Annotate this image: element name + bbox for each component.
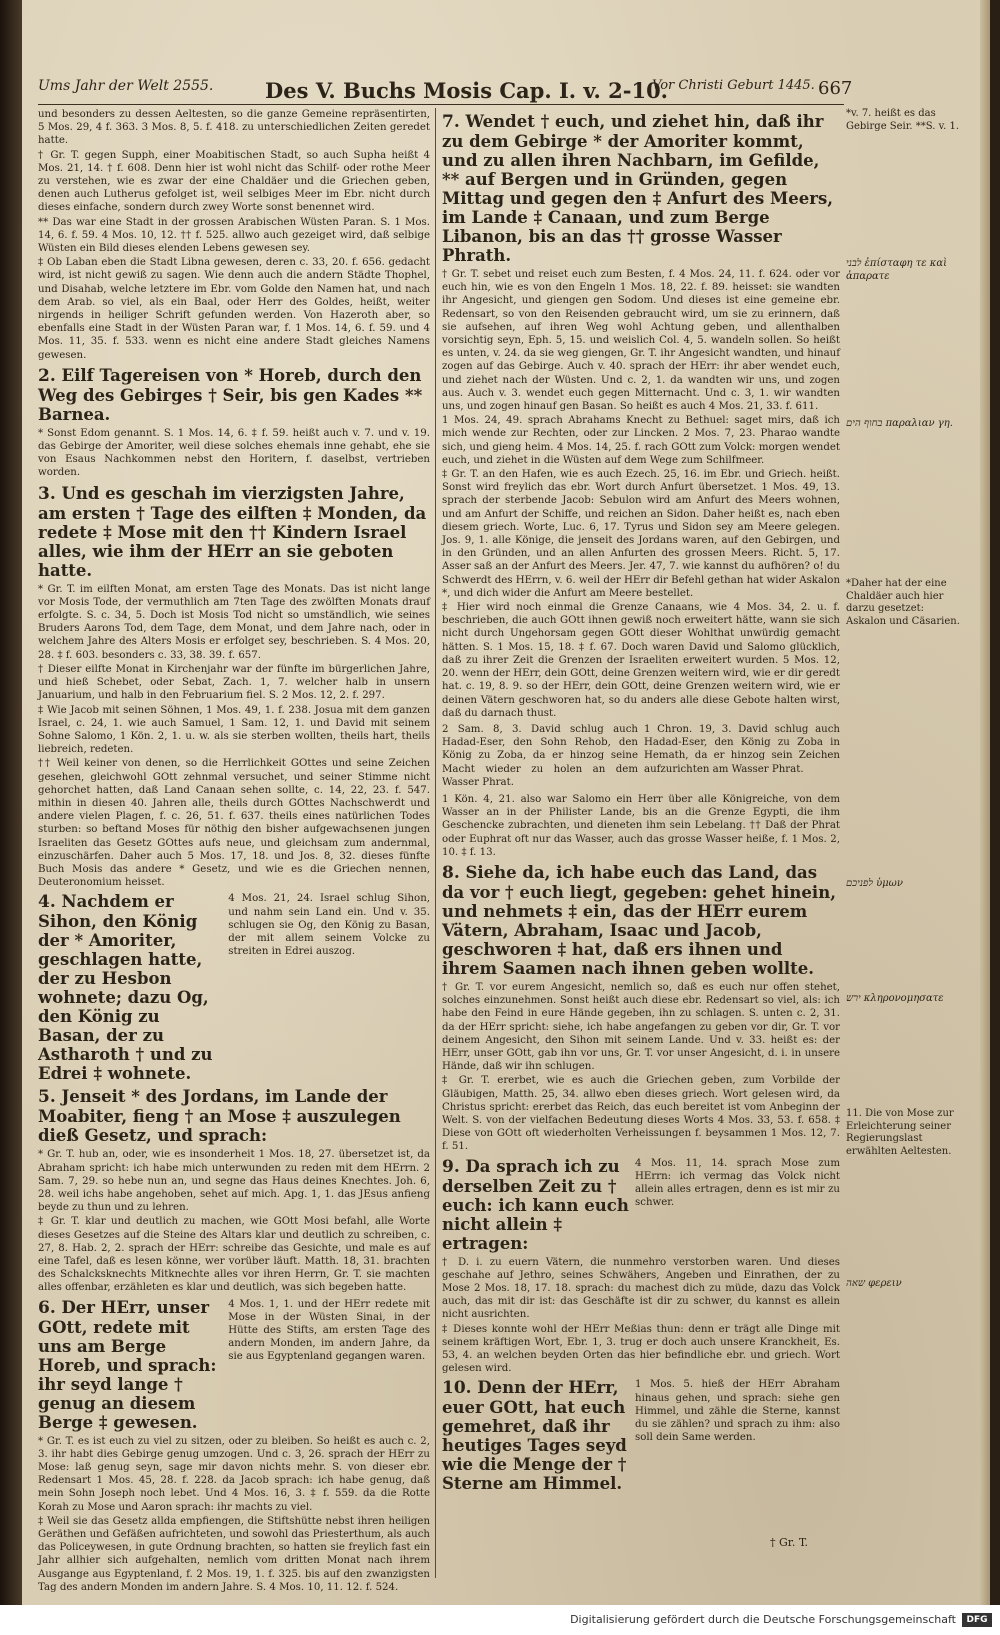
verse-text: Siehe da, ich habe euch das Land, das da vor † euch liegt, gegeben: gehet hinein, und nehmets ‡ ein, das der HErr eurem Vätern, Abraham, Isaac und Jacob, geschworen ‡ hat, daß ers ihnen und ihrem Saamen nach ihnen geben wollte. [442,862,836,978]
margin-note: 11. Die von Mose zur Erleichterung seiner Regierungslast erwählten Aeltesten. [846,1108,954,1157]
commentary-note: * Sonst Edom genannt. S. 1 Mos. 14, 6. ‡ f. 59. heißt auch v. 7. und v. 19. das Gebirge der Amoriter, weil diese solches ehemals inne gehabt, ehe sie von Esaus Nachkommen nebst den Horitern, f. daselbst, vertrieben worden. [38,427,430,479]
commentary-note: ‡ Gr. T. ererbet, wie es auch die Griechen geben, zum Vorbilde der Gläubigen, Matth. 25, 34. allwo eben dieses griech. Wort gelesen wird, da Christus spricht: ererbet das Reich, das euch bereitet ist vom Anbeginn der Welt. S. von der vielfachen Bedeutung dieses Worts 4 Mos. 33, 53. f. 658. ‡ Diese von GOtt oft wiederholten Verheissungen f. beysammen 1 Mos. 12, 7. f. 51. [442,1075,840,1153]
verse-5 [38,1087,430,1145]
cross-reference-note: 4 Mos. 11, 14. sprach Mose zum HErrn: ich vermag das Volck nicht allein alles ertragen, denn es ist mir zu schwer. [635,1157,840,1209]
page-edge [980,0,990,1605]
commentary-note: ‡ Gr. T. an den Hafen, wie es auch Ezech. 25, 16. im Ebr. und Griech. heißt. Sonst wird freylich das ebr. Wort durch Anfurt übersetzet. 1 Mos. 49, 13. sprach der sterbende Jacob: Sebulon wird am Anfurt des Meers wohnen, und am Anfurt der Schiffe, und reichen an Sidon. Daher heißt es, nach eben diesem griech. Worte, Luc. 6, 17. Tyrus und Sidon sey am Meere gelegen. Jos. 9, 1. alle Könige, die jenseit des Jordans waren, auf den Gebirgen, und in den Gründen, und an allen Anfurten des grossen Meers. Richt. 5, 17. Asser saß an der Anfurt des Meers. Jer. 47, 7. wie kannst du aufhören? o! du Schwerdt des HErrn, v. 6. weil der HErr dir Befehl gethan hat wider Askalon *, und dich wider die Anfurt am Meere bestellet. [442,469,841,599]
verse-10 [442,1378,629,1493]
commentary-note: ‡ Gr. T. klar und deutlich zu machen, wie GOtt Mosi befahl, alle Worte dieses Gesetzes auf die Steine des Altars klar und deutlich zu schreiben, c. 27, 8. Hab. 2, 2. sprach der HErr: schreibe das Gesichte, und male es auf eine Tafel, daß es lesen könne, wer vorüber läuft. Matth. 18, 31. brachten des Schalcksknechts Mitknechte alles vor ihren Herrn, Gr. T. sie machten alles offenbar, erzähleten es klar und deutlich, was sich begeben hatte. [38,1216,430,1294]
commentary-note: 1 Kön. 4, 21. also war Salomo ein Herr über alle Königreiche, von dem Wasser an in der Philister Lande, bis an die Grenze Egypti, die ihm Geschencke zubrachten, und dieneten ihm sein Lebelang. †† Daß der Phrat oder Euphrat oft nur das Wasser, auch das grosse Wasser heiße, f. 1 Mos. 2, 10. ‡ f. 13. [442,793,840,858]
verse-9 [442,1157,629,1253]
verse-with-note [442,1157,840,1253]
verse-6 [38,1298,222,1432]
verse-with-note [442,1378,840,1493]
verse-number: 7. [442,112,460,132]
verse-8 [442,863,840,978]
catchword: † Gr. T. [770,1536,809,1549]
footer-text: Digitalisierung gefördert durch die Deutsche Forschungsgemeinschaft [570,1613,956,1626]
book-spine [0,0,22,1635]
margin-note: *Daher hat der eine Chaldäer auch hier darzu gesetzet: Askalon und Cäsarien. [846,578,960,627]
verse-text: Wendet † euch, und ziehet hin, daß ihr zu dem Gebirge * der Amoriter kommt, und zu allen ihren Nachbarn, im Gefilde, ** auf Bergen und in Gründen, gegen Mittag und gegen den ‡ Anfurt des Meers, im Lande ‡ Canaan, und zum Berge Libanon, bis an das †† grosse Wasser Phrath. [442,112,833,265]
footer-bar [0,1605,1000,1635]
verse-number: 3. [38,483,56,504]
verse-with-note [38,892,430,1083]
verse-text: Da sprach ich zu derselben Zeit zu † euch: ich kann euch nicht allein ‡ ertragen: [442,1156,629,1253]
commentary-note: ‡ Weil sie das Gesetz allda empfiengen, die Stiftshütte nebst ihren heiligen Geräthen und Gefäßen aufrichteten, und sowohl das Priesterthum, als auch das Policeywesen, in gute Ordnung brachten, so hatten sie freylich fast ein Jahr allhier sich aufgehalten, nemlich vom dritten Monat nach ihrem Ausgange aus Egyptenland, f. 2 Mos. 19, 1. f. 325. bis auf den zwanzigsten Tag des andern Monden im andern Jahre. S. 4 Mos. 10, 11. 12. f. 524. [38,1515,430,1593]
commentary-note: ‡ Ob Laban eben die Stadt Libna gewesen, deren c. 33, 20. f. 656. gedacht wird, ist nicht gewiß zu sagen. Wie denn auch die andern Städte Thophel, und Disahab, welche letztere im Ebr. vom Golde den Namen hat, und nach dem Arab. so viel, als ein Baal, oder Herr des Goldes, heißt, weiter nirgends in heiliger Schrift gefunden werden. Von Hazeroth aber, so ebenfalls eine Stadt in der Wüsten Paran war, f. 1 Mos. 14, 6. f. 59. und 4 Mos. 11, 35. f. 533. wenn es nicht eine andere Stadt gleiches Namens gewesen. [38,257,430,361]
commentary-note: †† Weil keiner von denen, so die Herrlichkeit GOttes und seine Zeichen gesehen, gleichwohl GOtt zehnmal versuchet, und seiner Stimme nicht gehorchet hatten, daß Land Canaan sehen sollte, c. 14, 22, 23. f. 547. mithin in diesen 40. Jahren alle, theils durch GOttes Nachschwerdt und andere vielen Plagen, f. c. 26, 51. f. 637. theils eines natürlichen Todes sturben: so beftand Moses für nöthig den bisher aufgewachsenen jungen Israeliten das Gesetz GOttes aufs neue, und gleichsam zum andernmal, einzuschärfen. Daher auch 5 Mos. 17, 18. und Jos. 8, 32. dieses fünfte Buch Mosis das andere * Gesetz, und wie es die Griechen nennen, Deuteronomium heisset. [38,758,430,889]
column-divider [435,108,436,1578]
verse-4 [38,892,222,1083]
verse-number: 2. [38,365,56,386]
margin-note: לבני ἐπίσταφη τε καὶ ἀπαρατε [846,258,948,282]
commentary-note: ‡ Hier wird noch einmal die Grenze Canaans, wie 4 Mos. 34, 2. u. f. beschrieben, die auch GOtt ihnen gewiß noch erweitert hätte, wann sie sich nicht durch Ungehorsam gegen GOtt dieser Wohlthat unwürdig gemacht hätten. S. 1 Mos. 15, 18. ‡ f. 67. Doch waren David und Salomo glücklich, daß zu ihrer Zeit die Grenzen der Israeliten erweitert wurden. 5 Mos. 12, 20. wenn der HErr, dein GOtt, deine Grenzen weitern wird, wie er dir geredt hat. c. 19, 8. 9. so der HErr, dein GOtt, deine Grenzen weitern wird, wie er deinen Vätern geschworen hat, so du anders alle diese Gebote halten wirst, daß du darnach thust. [442,602,840,719]
commentary-note: † Dieser eilfte Monat in Kirchenjahr war der fünfte im bürgerlichen Jahre, und hieß Schebet, oder Sebat, Zach. 1, 7. welcher halb in unsern Januarium, und halb in den Februarium fiel. S. 2 Mos. 12, 2. f. 297. [38,663,430,702]
margin-note: *v. 7. heißt es das Gebirge Seir. **S. v. 1. [846,108,960,132]
parallel-note-left: 2 Sam. 8, 3. David schlug auch Hadad-Eser, den Sohn Rehob, den König zu Zoba, da er hinzog seine Macht wieder zu holen an dem Wasser Phrat. [442,723,638,788]
margin-notes [846,108,966,1568]
left-column [38,108,430,1593]
commentary-note: und besonders zu dessen Aeltesten, so die ganze Gemeine repräsentirten, 5 Mos. 29, 4 f. 363. 3 Mos. 8, 5. f. 418. zu unterschiedlichen Zeiten geredet hatte. [38,109,430,147]
verse-number: 6. [38,1297,56,1318]
margin-note: שאה φερειν [846,1278,902,1289]
verse-text: Und es geschah im vierzigsten Jahre, am ersten † Tage des eilften ‡ Monden, da redete ‡ Mose mit den †† Kindern Israel alles, wie ihm der HErr an sie geboten hatte. [38,483,427,580]
right-column [442,108,840,1586]
commentary-note: † Gr. T. gegen Supph, einer Moabitischen Stadt, so auch Supha heißt 4 Mos. 21, 14. † f. 608. Denn hier ist wohl nicht das Schilf- oder rothe Meer zu verstehen, wie es zwar der eine Chaldäer und die Griechen geben, denen auch Lutherus gefolget ist, weil selbiges Meer im Ebr. nicht durch dieses einfache, sondern durch zwey Worte sonst benennet wird. [38,149,430,214]
parallel-notes [442,723,840,790]
verse-3 [38,484,430,580]
commentary-note: † D. i. zu euern Vätern, die nunmehro verstorben waren. Und dieses geschahe auf Jethro, seines Schwähers, Angeben und Einrathen, der zu Mose 2 Mos. 18, 17. 18. sprach: du machest dich zu müde, dazu das Volck auch, das mit dir ist: das Geschäfte ist dir zu schwer, du kannst es allein nicht ausrichten. [442,1256,840,1321]
commentary-note: ** Das war eine Stadt in der grossen Arabischen Wüsten Paran. S. 1 Mos. 14, 6. f. 59. 4 Mos. 10, 12. †† f. 525. allwo auch gezeiget wird, daß selbige Wüsten ein Bild dieses elenden Lebens gewesen sey. [38,216,430,255]
verse-number: 8. [442,862,460,883]
verse-text: Jenseit * des Jordans, im Lande der Moabiter, fieng † an Mose ‡ auszulegen dieß Gesetz, und sprach: [38,1087,401,1146]
commentary-note: 1 Mos. 24, 49. sprach Abrahams Knecht zu Bethuel: saget mirs, daß ich mich wende zur Rechten, oder zur Lincken. 2 Mos. 7, 23. Pharao wandte sich, und gieng heim. 4 Mos. 14, 25. f. rach GOtt zum Volck: morgen wendet euch, und ziehet in die Wüsten auf dem Wege zum Schilfmeer. [442,415,840,466]
cross-reference-note: 1 Mos. 5. hieß der HErr Abraham hinaus gehen, und sprach: siehe gen Himmel, und zähle die Sterne, kannst du sie zählen? und sprach zu ihm: also soll dein Same werden. [635,1379,840,1444]
verse-text: Denn der HErr, euer GOtt, hat euch gemehret, daß ihr heutiges Tages seyd wie die Menge der † Sterne am Himmel. [442,1378,627,1494]
cross-reference-note: 4 Mos. 21, 24. Israel schlug Sihon, und nahm sein Land ein. Und v. 35. schlugen sie Og, den König zu Basan, der mit allem seinem Volcke zu streiten in Edrei auszog. [228,893,430,958]
verse-text: Der HErr, unser GOtt, redete mit uns am Berge Horeb, und sprach: ihr seyd lange † genug an diesem Berge ‡ gewesen. [38,1297,217,1432]
verse-with-note [38,1298,430,1432]
verse-number: 4. [38,892,56,913]
verse-7 [442,112,840,265]
header-rule [38,104,844,105]
commentary-note: * Gr. T. hub an, oder, wie es insonderheit 1 Mos. 18, 27. übersetzet ist, da Abraham spricht: ich habe mich unterwunden zu reden mit dem HErrn. 2 Sam. 7, 29. so hebe nun an, und segne das Haus deines Knechtes. Joh. 6, 28. weil ichs habe angehoben, sehet auf mich. Apg. 1, 1. das JEsus anfieng beyde zu thun und zu lehren. [38,1149,430,1214]
dfg-logo: DFG [962,1613,992,1627]
commentary-note: * Gr. T. es ist euch zu viel zu sitzen, oder zu bleiben. So heißt es auch c. 2, 3. ihr habt dies Gebirge genug umzogen. Und c. 3, 26. sprach der HErr zu Mose: laß genug seyn, sage mir davon nichts mehr. S. von dieser ebr. Redensart 1 Mos. 45, 28. f. 228. da Jacob sprach: ich habe genug, daß mein Sohn Joseph noch lebet. Und 4 Mos. 16, 3. ‡ f. 559. da die Rotte Korah zu Mose und Aaron sprach: ihr machts zu viel. [38,1435,430,1513]
parallel-note-right: 1 Chron. 19, 3. David schlug auch Hadad-Eser, den König zu Zoba in Hemath, da er hinzog sein Zeichen aufzurichten am Wasser Phrat. [644,723,840,775]
commentary-note: * Gr. T. im eilften Monat, am ersten Tage des Monats. Das ist nicht lange vor Mosis Tode, der vermuthlich am 7ten Tage des zwölften Monats drauf erfolgte. S. c. 34, 5. Doch ist Mosis Tod nicht so umständlich, wie seines Bruders Aarons Tod, dem Tage, dem Monat, und dem Jahre nach, oder in welchem Jahre des Alters Mosis er erfolget sey, beschrieben. S. 4 Mos. 20, 28. ‡ f. 603. besonders c. 33, 38. 39. f. 657. [38,583,430,661]
verse-text: Nachdem er Sihon, den König der * Amoriter, geschlagen hatte, der zu Hesbon wohnete; dazu Og, den König zu Basan, der zu Astharoth † und zu Edrei ‡ wohnete. [38,892,213,1084]
header-year-christ: Vor Christi Geburt 1445. [652,78,815,93]
verse-number: 9. [442,1156,460,1177]
cross-reference-note: 4 Mos. 1, 1. und der HErr redete mit Mose in der Wüsten Sinai, in der Hütte des Stifts, am ersten Tage des andern Monden, im andern Jahre, da sie aus Egyptenland gegangen waren. [228,1298,430,1363]
verse-text: Eilf Tagereisen von * Horeb, durch den Weg des Gebirges † Seir, bis gen Kades ** Barnea. [38,365,423,424]
commentary-note: ‡ Wie Jacob mit seinen Söhnen, 1 Mos. 49, 1. f. 238. Josua mit dem ganzen Israel, c. 24, 1. wie auch Samuel, 1 Sam. 12, 1. und David mit seinem Sohne Salomo, 1 Kön. 2, 1. u. w. als sie sterben wollten, theils hart, theils liebreich, redeten. [38,704,430,756]
header-year-world: Ums Jahr der Welt 2555. [38,78,214,94]
margin-note: בחוף הים παραλιαν γη. [846,418,953,429]
commentary-note: † Gr. T. vor eurem Angesicht, nemlich so, daß es euch nur offen stehet, solches einzunehmen. Sonst heißt auch diese ebr. Redensart so viel, als: ich habe den Feind in eure Hände gegeben, ihn zu schlagen. S. unten c. 2, 31. da der HErr spricht: siehe, ich habe angefangen zu geben vor dir, Gr. T. vor deinem Angesicht, den Sihon mit seinem Lande. Und v. 33. heißt es: der HErr, unser GOtt, gab ihn vor uns, Gr. T. vor unser Angesicht, d. i. in unsere Hände, daß wir ihn schlugen. [442,981,840,1073]
page-number: 667 [818,78,853,99]
margin-note: לפניכם ὑμων [846,878,903,889]
verse-number: 10. [442,1378,472,1399]
margin-note: ירש κληρονομησατε [846,993,944,1004]
commentary-note: † Gr. T. sebet und reiset euch zum Besten, f. 4 Mos. 24, 11. f. 624. oder vor euch hin, wie es von den Engeln 1 Mos. 18, 22. f. 89. heisset: sie wandten ihr Angesicht, und giengen gen Sodom. Und dieses ist eine gemeine ebr. Redensart, so von den Reisenden gebraucht wird, um sie zu erinnern, daß sie aufsehen, auf ihren Weg wohl Achtung geben, und allenthalben vorsichtig seyn, Eph. 5, 15. und weislich Col. 4, 5. wandeln sollen. So heißt es unten, v. 24. da sie weg giengen, Gr. T. ihr Angesicht wandten, und hinauf zogen auf das Gebirge. Auch v. 40. sprach der HErr: ihr aber wendet euch, und ziehet nach der Wüsten. Und c. 2, 1. da wandten wir uns, und zogen aus. Auch v. 3. wendet euch gegen Mitternacht. Und c. 3, 1. wir wandten uns, und zogen hinauf gen Basan. So heißt es auch 4 Mos. 21, 33. f. 611. [442,269,840,413]
verse-2 [38,366,430,424]
verse-number: 5. [38,1087,56,1108]
commentary-note: ‡ Dieses konnte wohl der HErr Meßias thun: denn er trägt alle Dinge mit seinem kräftigen Wort, Ebr. 1, 3. trug er doch auch unsere Kranckheit, Es. 53, 4. an welchen beyden Orten das hier befindliche ebr. und griech. Wort gelesen wird. [442,1323,840,1375]
header-title: Des V. Buchs Mosis Cap. I. v. 2-10. [265,78,668,103]
